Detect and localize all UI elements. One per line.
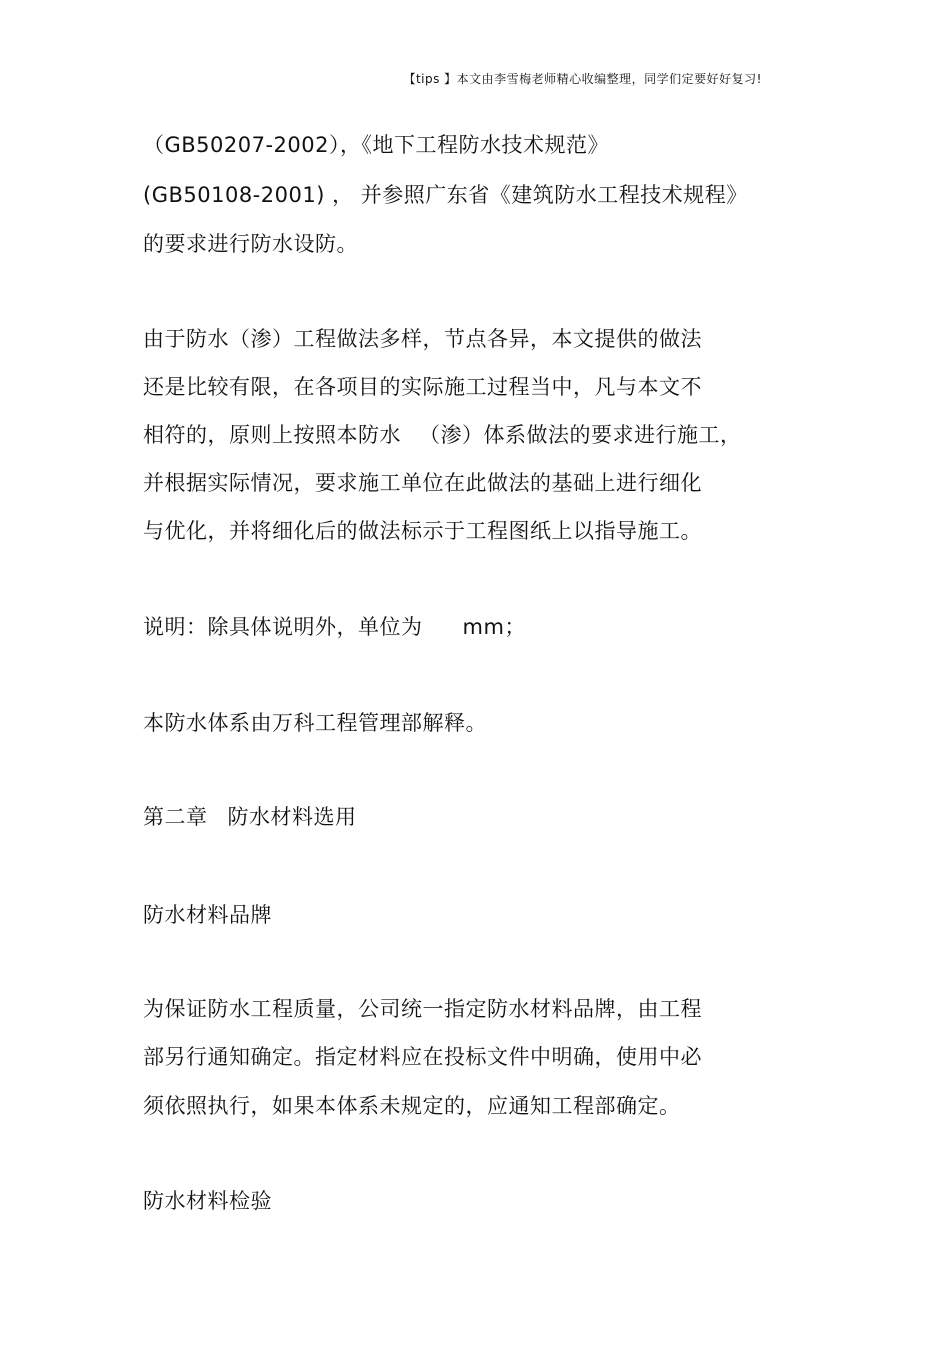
header-tip-note: 【tips 】本文由李雪梅老师精心收编整理，同学们定要好好复习! xyxy=(403,72,762,86)
chapter-number: 第二章 xyxy=(143,805,208,829)
chapter-title xyxy=(143,803,357,831)
chapter-name: 防水材料选用 xyxy=(227,805,357,829)
paragraph2-line2: 还是比较有限，在各项目的实际施工过程当中，凡与本文不 xyxy=(143,375,702,399)
paragraph2-line3-part2: （渗）体系做法的要求进行施工， xyxy=(419,423,742,447)
paragraph1-line3: 的要求进行防水设防。 xyxy=(143,232,358,256)
note-label: 说明：除具体说明外，单位为 xyxy=(143,615,423,639)
paragraph2-line3-part1: 相符的，原则上按照本防水 xyxy=(143,423,401,447)
section-inspection-heading: 防水材料检验 xyxy=(143,1189,272,1213)
paragraph2-line3 xyxy=(143,421,742,449)
note-line xyxy=(143,613,526,641)
interpretation-line: 本防水体系由万科工程管理部解释。 xyxy=(143,711,487,735)
paragraph1-line1: （GB50207-2002），《地下工程防水技术规范》 xyxy=(143,133,610,157)
section-brand-line1: 为保证防水工程质量，公司统一指定防水材料品牌，由工程 xyxy=(143,997,702,1021)
note-unit: mm； xyxy=(462,615,526,639)
section-brand-line3: 须依照执行，如果本体系未规定的，应通知工程部确定。 xyxy=(143,1094,681,1118)
section-brand-heading: 防水材料品牌 xyxy=(143,903,272,927)
paragraph2-line5: 与优化，并将细化后的做法标示于工程图纸上以指导施工。 xyxy=(143,519,702,543)
paragraph2-line4: 并根据实际情况，要求施工单位在此做法的基础上进行细化 xyxy=(143,471,702,495)
paragraph1-line2: (GB50108-2001) ， 并参照广东省《建筑防水工程技术规程》 xyxy=(143,183,748,207)
section-brand-line2: 部另行通知确定。指定材料应在投标文件中明确，使用中必 xyxy=(143,1045,702,1069)
paragraph2-line1: 由于防水（渗）工程做法多样，节点各异，本文提供的做法 xyxy=(143,327,702,351)
